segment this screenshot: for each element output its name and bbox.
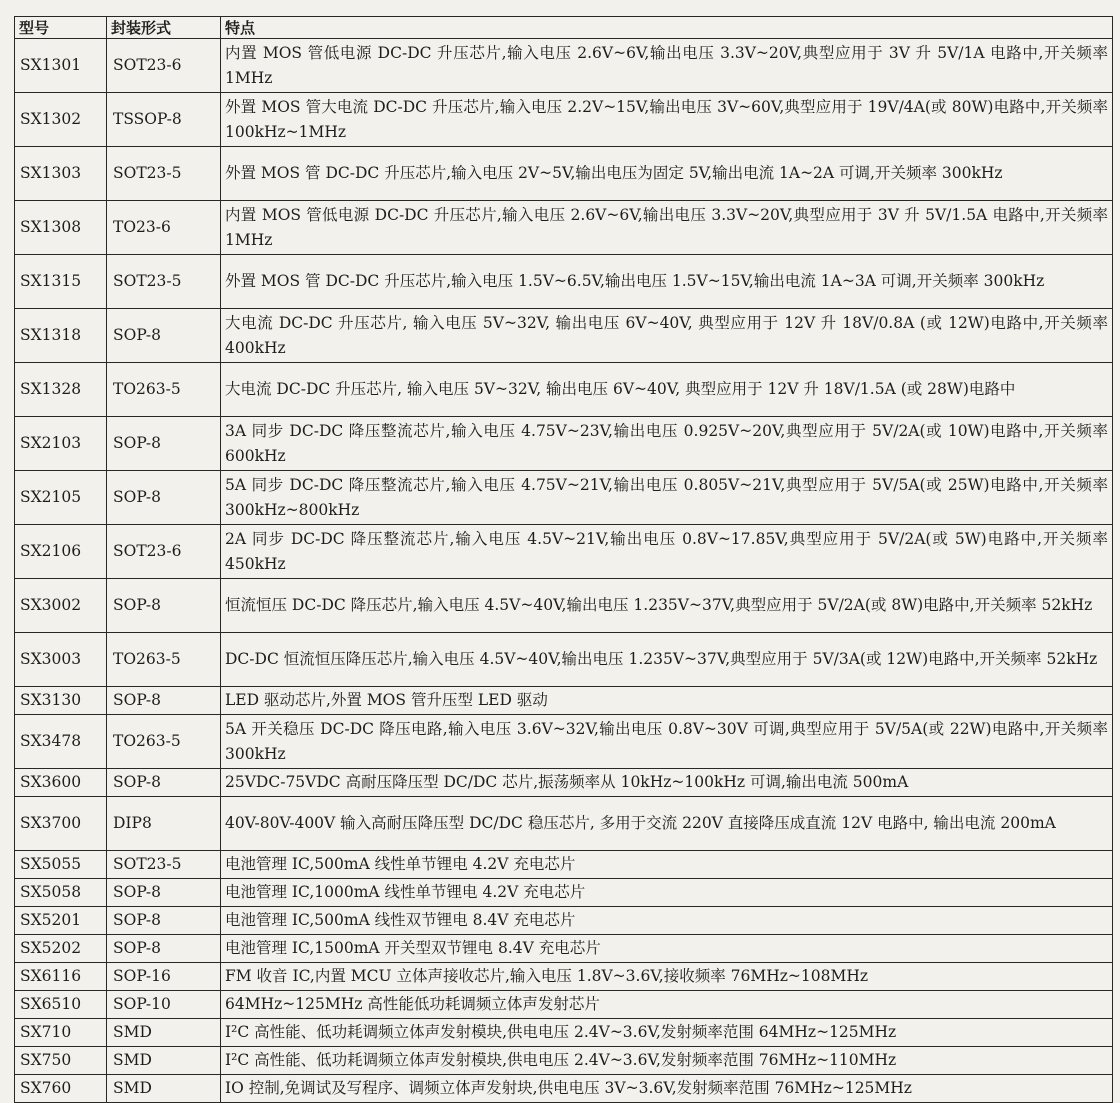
feature-cell: 25VDC-75VDC 高耐压降压型 DC/DC 芯片,振荡频率从 10kHz~100kHz 可调,输出电流 500mA <box>221 769 1113 797</box>
package-cell: SMD <box>107 1075 221 1103</box>
feature-cell: 电池管理 IC,500mA 线性单节锂电 4.2V 充电芯片 <box>221 851 1113 879</box>
package-cell: SOP-16 <box>107 963 221 991</box>
component-spec-sheet <box>14 16 1112 1096</box>
package-cell: SOP-10 <box>107 991 221 1019</box>
model-cell: SX750 <box>15 1047 107 1075</box>
model-cell: SX710 <box>15 1019 107 1047</box>
table-header-row <box>15 17 1113 39</box>
table-row <box>15 255 1113 309</box>
model-cell: SX2103 <box>15 417 107 471</box>
model-cell: SX1303 <box>15 147 107 201</box>
package-cell: SOP-8 <box>107 687 221 715</box>
package-cell: SOT23-6 <box>107 39 221 93</box>
table-row <box>15 1019 1113 1047</box>
table-row <box>15 797 1113 851</box>
package-cell: SOP-8 <box>107 579 221 633</box>
feature-cell: 40V-80V-400V 输入高耐压降压型 DC/DC 稳压芯片, 多用于交流 220V 直接降压成直流 12V 电路中, 输出电流 200mA <box>221 797 1113 851</box>
model-cell: SX1315 <box>15 255 107 309</box>
table-row <box>15 907 1113 935</box>
package-cell: SOP-8 <box>107 769 221 797</box>
package-cell: TO263-5 <box>107 715 221 769</box>
feature-cell: 恒流恒压 DC-DC 降压芯片,输入电压 4.5V~40V,输出电压 1.235V~37V,典型应用于 5V/2A(或 8W)电路中,开关频率 52kHz <box>221 579 1113 633</box>
package-cell: TO263-5 <box>107 633 221 687</box>
model-cell: SX3700 <box>15 797 107 851</box>
package-cell: TO23-6 <box>107 201 221 255</box>
header-model: 型号 <box>15 17 107 39</box>
feature-cell: 外置 MOS 管 DC-DC 升压芯片,输入电压 1.5V~6.5V,输出电压 1.5V~15V,输出电流 1A~3A 可调,开关频率 300kHz <box>221 255 1113 309</box>
feature-cell: 2A 同步 DC-DC 降压整流芯片,输入电压 4.5V~21V,输出电压 0.8V~17.85V,典型应用于 5V/2A(或 5W)电路中,开关频率 450kHz <box>221 525 1113 579</box>
feature-cell: 大电流 DC-DC 升压芯片, 输入电压 5V~32V, 输出电压 6V~40V, 典型应用于 12V 升 18V/1.5A (或 28W)电路中 <box>221 363 1113 417</box>
table-body <box>15 39 1113 1103</box>
feature-cell: IO 控制,免调试及写程序、调频立体声发射块,供电电压 3V~3.6V,发射频率范围 76MHz~125MHz <box>221 1075 1113 1103</box>
package-cell: TSSOP-8 <box>107 93 221 147</box>
feature-cell: 大电流 DC-DC 升压芯片, 输入电压 5V~32V, 输出电压 6V~40V, 典型应用于 12V 升 18V/0.8A (或 12W)电路中,开关频率 400kHz <box>221 309 1113 363</box>
table-row <box>15 991 1113 1019</box>
model-cell: SX1308 <box>15 201 107 255</box>
feature-cell: 电池管理 IC,1000mA 线性单节锂电 4.2V 充电芯片 <box>221 879 1113 907</box>
feature-cell: LED 驱动芯片,外置 MOS 管升压型 LED 驱动 <box>221 687 1113 715</box>
header-feature: 特点 <box>221 17 1113 39</box>
model-cell: SX2106 <box>15 525 107 579</box>
table-row <box>15 963 1113 991</box>
model-cell: SX760 <box>15 1075 107 1103</box>
package-cell: SOP-8 <box>107 471 221 525</box>
feature-cell: I²C 高性能、低功耗调频立体声发射模块,供电电压 2.4V~3.6V,发射频率范围 64MHz~125MHz <box>221 1019 1113 1047</box>
feature-cell: 内置 MOS 管低电源 DC-DC 升压芯片,输入电压 2.6V~6V,输出电压 3.3V~20V,典型应用于 3V 升 5V/1A 电路中,开关频率 1MHz <box>221 39 1113 93</box>
feature-cell: 64MHz~125MHz 高性能低功耗调频立体声发射芯片 <box>221 991 1113 1019</box>
package-cell: SOP-8 <box>107 417 221 471</box>
table-row <box>15 39 1113 93</box>
table-row <box>15 471 1113 525</box>
model-cell: SX1328 <box>15 363 107 417</box>
table-row <box>15 715 1113 769</box>
model-cell: SX1302 <box>15 93 107 147</box>
feature-cell: 3A 同步 DC-DC 降压整流芯片,输入电压 4.75V~23V,输出电压 0.925V~20V,典型应用于 5V/2A(或 10W)电路中,开关频率 600kHz <box>221 417 1113 471</box>
model-cell: SX6510 <box>15 991 107 1019</box>
table-row <box>15 147 1113 201</box>
package-cell: SOT23-5 <box>107 147 221 201</box>
table-row <box>15 687 1113 715</box>
model-cell: SX5058 <box>15 879 107 907</box>
feature-cell: 电池管理 IC,500mA 线性双节锂电 8.4V 充电芯片 <box>221 907 1113 935</box>
package-cell: SOT23-5 <box>107 255 221 309</box>
package-cell: SOP-8 <box>107 935 221 963</box>
model-cell: SX3002 <box>15 579 107 633</box>
package-cell: DIP8 <box>107 797 221 851</box>
table-row <box>15 851 1113 879</box>
table-row <box>15 633 1113 687</box>
table-row <box>15 201 1113 255</box>
model-cell: SX3003 <box>15 633 107 687</box>
model-cell: SX5202 <box>15 935 107 963</box>
package-cell: SOT23-6 <box>107 525 221 579</box>
feature-cell: DC-DC 恒流恒压降压芯片,输入电压 4.5V~40V,输出电压 1.235V~37V,典型应用于 5V/3A(或 12W)电路中,开关频率 52kHz <box>221 633 1113 687</box>
table-row <box>15 93 1113 147</box>
table-row <box>15 363 1113 417</box>
table-row <box>15 879 1113 907</box>
package-cell: SOT23-5 <box>107 851 221 879</box>
model-cell: SX5055 <box>15 851 107 879</box>
header-package: 封装形式 <box>107 17 221 39</box>
model-cell: SX1318 <box>15 309 107 363</box>
table-row <box>15 417 1113 471</box>
package-cell: SOP-8 <box>107 309 221 363</box>
feature-cell: 5A 开关稳压 DC-DC 降压电路,输入电压 3.6V~32V,输出电压 0.8V~30V 可调,典型应用于 5V/5A(或 22W)电路中,开关频率 300kHz <box>221 715 1113 769</box>
table-row <box>15 579 1113 633</box>
table-row <box>15 1047 1113 1075</box>
table-row <box>15 935 1113 963</box>
package-cell: SOP-8 <box>107 907 221 935</box>
model-cell: SX3600 <box>15 769 107 797</box>
model-cell: SX3478 <box>15 715 107 769</box>
table-row <box>15 525 1113 579</box>
package-cell: SMD <box>107 1047 221 1075</box>
package-cell: SOP-8 <box>107 879 221 907</box>
model-cell: SX6116 <box>15 963 107 991</box>
component-table <box>14 16 1113 1103</box>
model-cell: SX3130 <box>15 687 107 715</box>
feature-cell: 电池管理 IC,1500mA 开关型双节锂电 8.4V 充电芯片 <box>221 935 1113 963</box>
feature-cell: 外置 MOS 管 DC-DC 升压芯片,输入电压 2V~5V,输出电压为固定 5V,输出电流 1A~2A 可调,开关频率 300kHz <box>221 147 1113 201</box>
model-cell: SX5201 <box>15 907 107 935</box>
model-cell: SX1301 <box>15 39 107 93</box>
table-row <box>15 309 1113 363</box>
feature-cell: 内置 MOS 管低电源 DC-DC 升压芯片,输入电压 2.6V~6V,输出电压 3.3V~20V,典型应用于 3V 升 5V/1.5A 电路中,开关频率 1MHz <box>221 201 1113 255</box>
package-cell: TO263-5 <box>107 363 221 417</box>
feature-cell: FM 收音 IC,内置 MCU 立体声接收芯片,输入电压 1.8V~3.6V,接收频率 76MHz~108MHz <box>221 963 1113 991</box>
table-row <box>15 1075 1113 1103</box>
feature-cell: 5A 同步 DC-DC 降压整流芯片,输入电压 4.75V~21V,输出电压 0.805V~21V,典型应用于 5V/5A(或 25W)电路中,开关频率 300kHz~800kHz <box>221 471 1113 525</box>
feature-cell: 外置 MOS 管大电流 DC-DC 升压芯片,输入电压 2.2V~15V,输出电压 3V~60V,典型应用于 19V/4A(或 80W)电路中,开关频率 100kHz~1MHz <box>221 93 1113 147</box>
feature-cell: I²C 高性能、低功耗调频立体声发射模块,供电电压 2.4V~3.6V,发射频率范围 76MHz~110MHz <box>221 1047 1113 1075</box>
package-cell: SMD <box>107 1019 221 1047</box>
table-row <box>15 769 1113 797</box>
model-cell: SX2105 <box>15 471 107 525</box>
